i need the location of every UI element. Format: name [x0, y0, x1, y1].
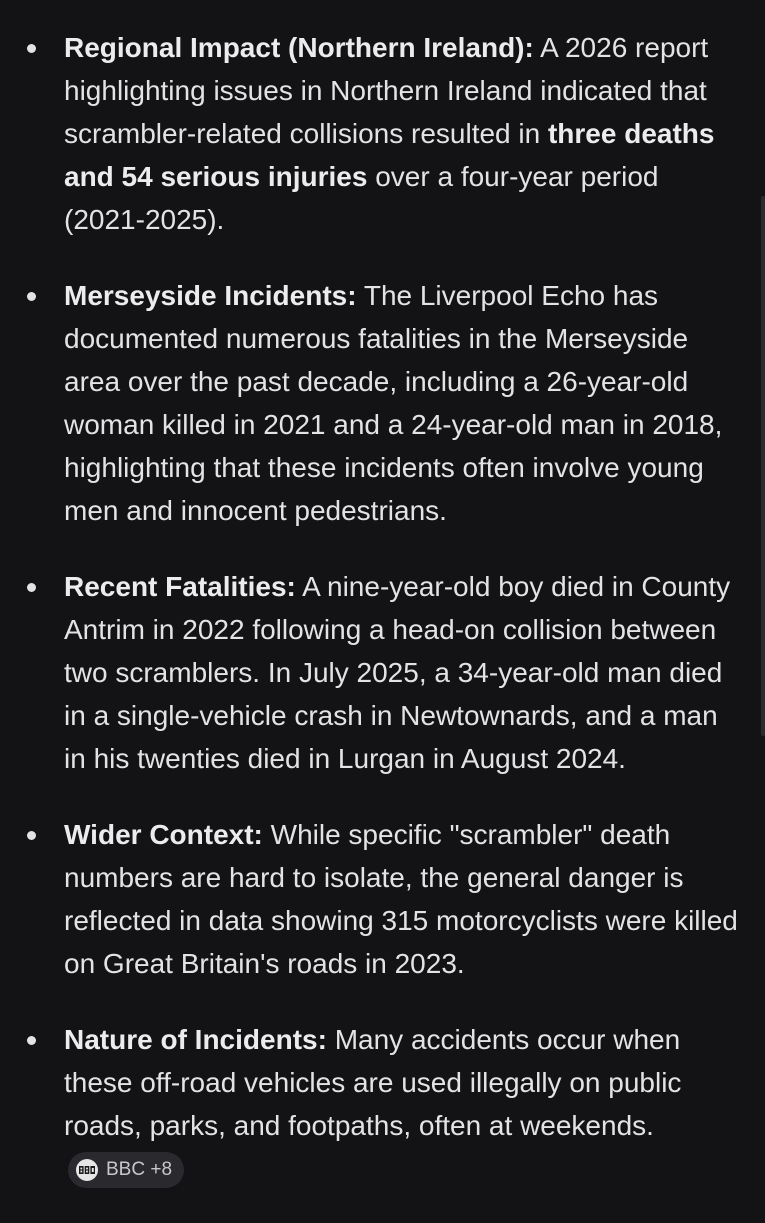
bullet-dot: [27, 44, 36, 53]
bullet-dot: [27, 583, 36, 592]
bbc-logo-icon: [76, 1159, 98, 1181]
bullet-list: [0, 26, 740, 1190]
bullet-dot: [27, 1036, 36, 1045]
item-heading: Nature of Incidents:: [64, 1024, 327, 1055]
item-emphasis: three deaths and 54 serious injuries: [64, 118, 715, 192]
item-text: The Liverpool Echo has documented numerous fatalities in the Merseyside area over the past decade, including a 26-year-old woman killed in 2021 and a 24-year-old man in 2018, highlighting that these incidents often involve young men and innocent pedestrians.: [64, 280, 723, 526]
item-text: A 2026 report highlighting issues in Northern Ireland indicated that scrambler-related collisions resulted in: [64, 32, 709, 149]
source-chip-button[interactable]: [68, 1152, 184, 1188]
bullet-dot: [27, 831, 36, 840]
response-content: [0, 26, 740, 1223]
item-text: A nine-year-old boy died in County Antrim in 2022 following a head-on collision between two scramblers. In July 2025, a 34-year-old man died in a single-vehicle crash in Newtownards, and a man in his twenties died in Lurgan in August 2024.: [64, 571, 731, 774]
item-heading: Merseyside Incidents:: [64, 280, 357, 311]
list-item: [0, 26, 740, 241]
scrollbar[interactable]: [761, 196, 765, 736]
item-heading: Regional Impact (Northern Ireland):: [64, 32, 534, 63]
bullet-dot: [27, 292, 36, 301]
item-text: over a four-year period (2021-2025).: [64, 161, 659, 235]
item-heading: Wider Context:: [64, 819, 263, 850]
list-item: [0, 813, 740, 985]
item-heading: Recent Fatalities:: [64, 571, 296, 602]
list-item: [0, 274, 740, 532]
item-text: Many accidents occur when these off-road vehicles are used illegally on public roads, parks, and footpaths, often at weekends.: [64, 1024, 682, 1141]
list-item: [0, 565, 740, 780]
item-text: While specific "scrambler" death numbers are hard to isolate, the general danger is reflected in data showing 315 motorcyclists were killed on Great Britain's roads in 2023.: [64, 819, 738, 979]
list-item: [0, 1018, 740, 1190]
source-chip-label: BBC +8: [106, 1159, 173, 1180]
